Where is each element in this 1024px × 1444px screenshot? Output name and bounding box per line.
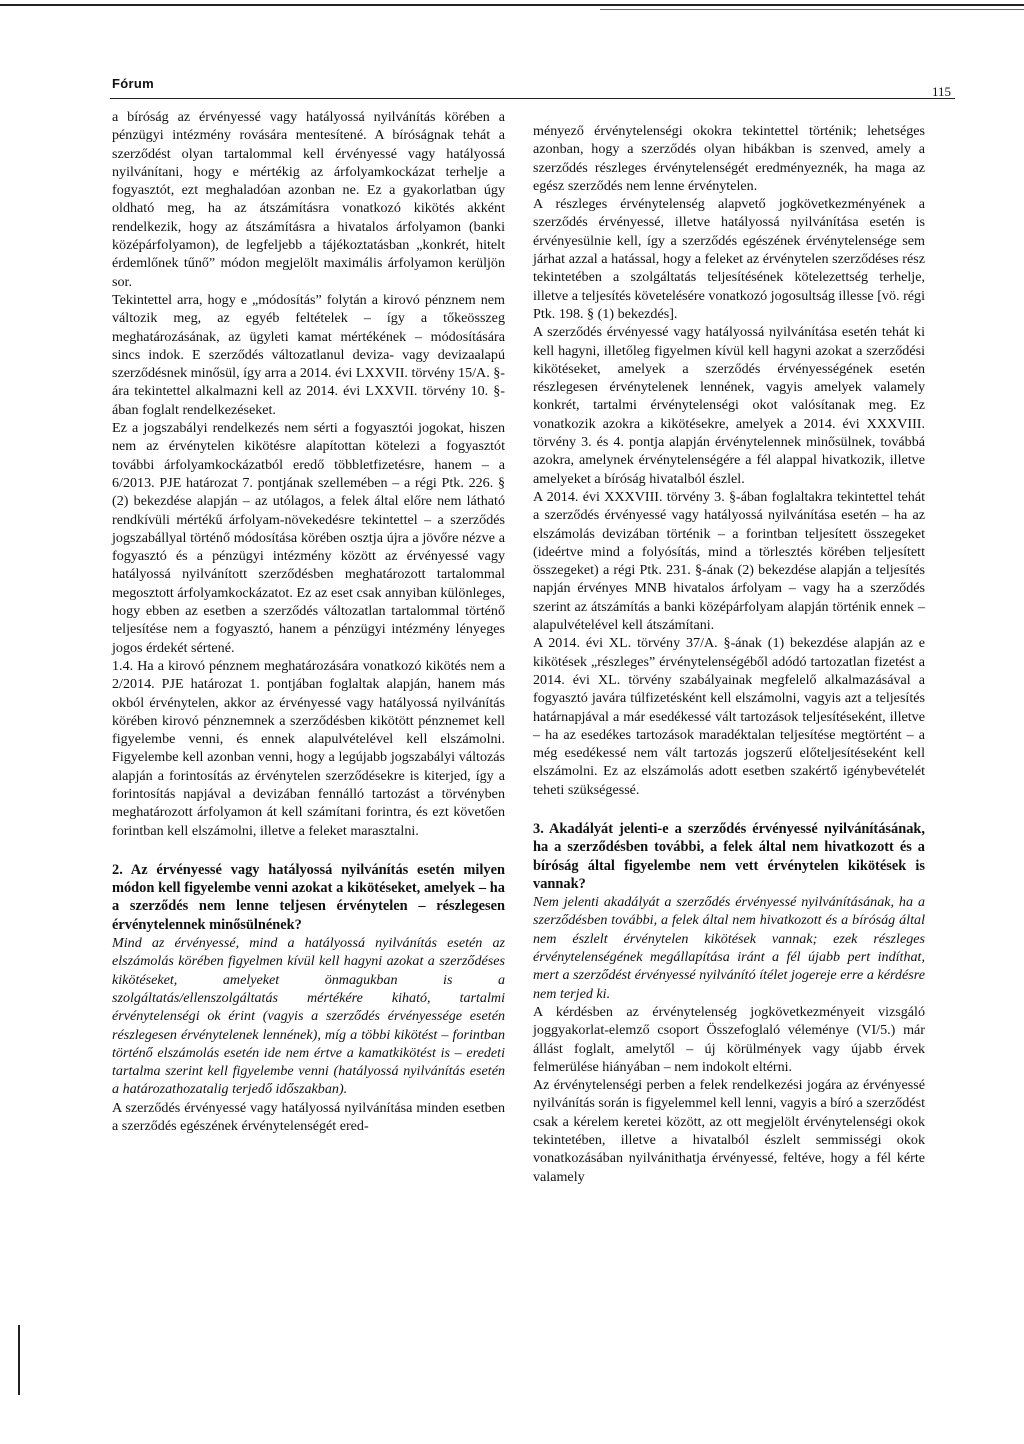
paragraph: A 2014. évi XL. törvény 37/A. §-ának (1) bekezdése alapján az e kikötések „részleges” érvénytelenségéből adódó tartozatlan fizetést a 2014. évi XL. törvény szabályainak megfelelő alkalmazásával a fogyasztó javára túlfizetésként kell elszámolni, vagyis azt a teljesítés határnapjával a már esedékessé vált tartozások teljesítéseként, illetve – ha az esedékes tartozások maradéktalan teljesítése megtörtént – a még esedékessé nem vált tartozás jogszerű előteljesítéseként kell elszámolni. Ez az elszámolás adott esetben szakértő igénybevételét teheti szükségessé. (533, 635, 925, 798)
paragraph: A szerződés érvényessé vagy hatályossá nyilvánítása esetén tehát ki kell hagyni, illetőleg figyelmen kívül kell hagyni azokat a szerződési kikötéseket, amelyek a szerződés érvényességének esetén részlegesen érvénytelenek lennének, vagyis amelyek valamely konkrét, tartalmi érvénytelenségi okot valósítanak meg. Ez vonatkozik azokra a kikötésekre, amelyek a 2014. évi XXXVIII. törvény 3. és 4. pontja alapján érvénytelennek minősülnek, továbbá azokra, amelynek érvénytelenségére a fél alappal hivatkozik, illetve amelyeket a bíróság hivatalból észlel. (533, 324, 925, 487)
italic-summary: Mind az érvényessé, mind a hatályossá nyilvánítás esetén az elszámolás körében figyelmen kívül kell hagyni azokat a szerződéses kikötéseket, amelyeket önmagukban is a szolgáltatás/ellenszolgáltatás mértékére kiható, tartalmi érvénytelenségi ok érint (vagyis a szerződés érvényessége esetén részlegesen érvénytelenek lennének), míg a többi kikötést – forintban történő elszámolás esetén ide nem értve a kamatkikötést is – eredeti tartalma szerint kell figyelembe venni (hatályossá nyilvánítás esetén a határozathozatalig terjedő időszakban). (112, 935, 505, 1098)
scan-top-border-thin (600, 9, 1024, 10)
page-number: 115 (931, 84, 951, 99)
scan-top-border (0, 4, 1024, 6)
paragraph: Ez a jogszabályi rendelkezés nem sérti a fogyasztói jogokat, hiszen nem az érvénytelen kikötésre alapítottan kötelezi a fogyasztót további árfolyamkockázatból eredő többletfizetésre, hanem – a 6/2013. PJE határozat 7. pontjának szellemében – a régi Ptk. 226. § (2) bekezdése alapján – az utólagos, a felek által előre nem látható rendkívüli mértékű árfolyam-növekedésre tekintettel – a szerződés jogszabállyal történő módosítása körében osztja újra a jövőre nézve a fogyasztó és a pénzügyi intézmény között az érvényessé vagy hatályossá nyilvánított szerződésben meghatározott tartalommal megosztott árfolyamkockázatot. Ez az eset csak annyiban különleges, hogy ebben az esetben a szerződés változatlan tartalommal történő teljesítése nem a fogyasztó, hanem a pénzügyi intézmény lényeges jogos érdekét sértené. (112, 420, 505, 656)
paragraph: A szerződés érvényessé vagy hatályossá nyilvánítása minden esetben a szerződés egészének érvénytelenségét ered- (112, 1099, 505, 1135)
right-column (533, 122, 925, 1186)
left-column (112, 108, 505, 1135)
paragraph: A kérdésben az érvénytelenség jogkövetkezményeit vizsgáló joggyakorlat-elemző csoport Összefoglaló véleménye (VI/5.) már állást foglalt, amelytől – új körülmények vagy újabb érvek felmerülése hiányában – nem indokolt eltérni. (533, 1003, 925, 1075)
paragraph: ményező érvénytelenségi okokra tekintettel történik; lehetséges azonban, hogy a szerződés olyan hibákban is szenved, amely a szerződés részleges érvénytelenségét eredményeznék, ha maga az egész szerződés nem lenne érvénytelen. (533, 123, 925, 194)
section-heading-2: 2. Az érvényessé vagy hatályossá nyilvánítás esetén milyen módon kell figyelembe venni azokat a kikötéseket, amelyek – ha a szerződés nem lenne teljesen érvénytelen – részlegesen érvénytelennek minősülnének? (112, 861, 505, 933)
section-heading-3: 3. Akadályát jelenti-e a szerződés érvényessé nyilvánításának, ha a szerződésben további, a felek által nem hivatkozott és a bíróság által figyelembe nem vett érvénytelen kikötések is vannak? (533, 820, 925, 892)
italic-summary: Nem jelenti akadályát a szerződés érvényessé nyilvánításának, ha a szerződésben további, a felek által nem hivatkozott és a bíróság által nem észlelt érvénytelen kikötések vannak; ezek részleges érvénytelenségének megállapítása iránt a fél újabb pert indíthat, mert a szerződést érvényessé nyilvánító ítélet jogereje erre a kérdésre nem terjed ki. (533, 894, 925, 1002)
paragraph: A 2014. évi XXXVIII. törvény 3. §-ában foglaltakra tekintettel tehát a szerződés érvényessé vagy hatályossá nyilvánítása esetén – ha az elszámolás devizában történik – a forintban teljesített összegeket (ideértve mind a folyósítás, mind a törlesztés körében teljesített összegeket) a régi Ptk. 231. §-ának (2) bekezdése alapján a teljesítés napján érvényes MNB hivatalos árfolyam – vagy ha a szerződés szerint az átszámítás a banki középárfolyam alapján történik ennek – alapulvételével kell átszámítani. (533, 488, 925, 634)
section-title: Fórum (112, 76, 154, 91)
paragraph: Az érvénytelenségi perben a felek rendelkezési jogára az érvényessé nyilvánítás során is figyelemmel kell lenni, vagyis a bíró a szerződést csak a kérelem keretei között, az ott megjelölt érvénytelenségi okok tekintetében, illetve a hivatalból észlelt semmisségi okok vonatkozásában nyilvánithatja érvényessé, feltéve, hogy a fél kérte valamely (533, 1077, 925, 1185)
scan-artifact-mark (18, 1325, 20, 1395)
running-header (110, 70, 955, 99)
paragraph: A részleges érvénytelenség alapvető jogkövetkezményének a szerződés érvényessé, illetve hatályossá nyilvánítása esetén is érvényesülnie kell, így a szerződés egészének érvénytelensége sem járhat azzal a hatással, hogy a feleket az érvénytelen szerződéses rész tekintetében a szolgáltatás teljesítésének kötelezettség terhelje, illetve a teljesítés követelésére vonatkozó jogosultság illesse [vö. régi Ptk. 198. § (1) bekezdés]. (533, 196, 925, 322)
paragraph: Tekintettel arra, hogy e „módosítás” folytán a kirovó pénznem nem változik meg, az egyéb feltételek – így a tőkeösszeg meghatározásának, az ügyleti kamat mértékének – módosítására sincs indok. E szerződés változatlanul deviza- vagy devizaalapú szerződésnek minősül, így arra a 2014. évi LXXVII. törvény 15/A. §-ára tekintettel alkalmazni kell az 2014. évi LXXVII. törvény 10. §-ában foglalt rendelkezéseket. (112, 291, 505, 418)
paragraph: a bíróság az érvényessé vagy hatályossá nyilvánítás körében a pénzügyi intézmény rovására mentesítené. A bíróságnak tehát a szerződést olyan tartalommal kell érvényessé vagy hatályossá nyilvánítani, hogy e mértékig az árfolyamkockázat terhelje a fogyasztót, ezt meghaladóan azonban ne. Ez a gyakorlatban úgy oldható meg, ha az átszámításra vonatkozó kikötés akként rendelkezik, hogy az átszámításra a hivatalos árfolyamon (banki középárfolyamon), de legfeljebb a tájékoztatásban „konkrét, hitelt érdemlőnek tűnő” módon megjelölt maximális árfolyamon kerüljön sor. (112, 109, 505, 290)
paragraph: 1.4. Ha a kirovó pénznem meghatározására vonatkozó kikötés nem a 2/2014. PJE határozat 1. pontjában foglaltak alapján, hanem más okból érvénytelen, akkor az érvényessé vagy hatályossá nyilvánítás körében kirovó pénznemnek a szerződésben kikötött pénznemet kell figyelembe venni, és ennek alapulvételével kell elszámolni. Figyelembe kell azonban venni, hogy a legújabb jogszabályi változás alapján a forintosítás az érvénytelen szerződésekre is kiterjed, így a forintosítás napjával a devizában fennálló tartozást a törvényben meghatározott árfolyamon át kell számítani forintra, és ezt követően forintban kell elszámolni, illetve a feleket marasztalni. (112, 657, 505, 839)
